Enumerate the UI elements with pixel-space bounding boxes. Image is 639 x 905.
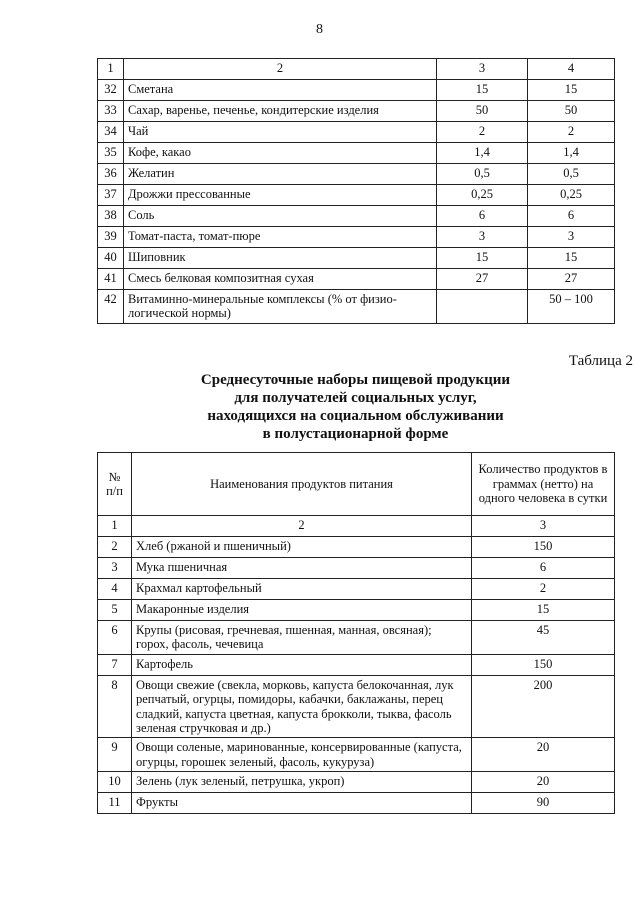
row-number: 35 [98,143,124,164]
table-row [98,537,615,558]
product-name: Смесь белковая композитная сухая [124,269,437,290]
quantity-b: 15 [528,248,615,269]
row-number: 10 [98,772,132,793]
row-number: 3 [98,558,132,579]
table-header-row [98,453,615,516]
table-label: Таблица 2 [568,353,633,369]
quantity-b: 6 [528,206,615,227]
table-row [98,675,615,738]
quantity-b: 27 [528,269,615,290]
quantity-a: 2 [437,122,528,143]
quantity-a: 3 [437,227,528,248]
column-header-number: № п/п [98,453,132,516]
table-row [98,654,615,675]
quantity: 6 [472,558,615,579]
row-number: 9 [98,738,132,772]
row-number: 39 [98,227,124,248]
table-row [98,600,615,621]
index-cell: 3 [437,59,528,80]
product-name: Кофе, какао [124,143,437,164]
row-number: 40 [98,248,124,269]
quantity-a: 0,5 [437,164,528,185]
row-number: 4 [98,579,132,600]
quantity: 15 [472,600,615,621]
quantity-b: 50 [528,101,615,122]
product-name: Крахмал картофельный [132,579,472,600]
index-cell: 2 [124,59,437,80]
product-name: Макаронные изделия [132,600,472,621]
product-name: Шиповник [124,248,437,269]
quantity-a: 15 [437,248,528,269]
quantity-b: 0,25 [528,185,615,206]
table-row [98,206,615,227]
table-row [98,793,615,814]
product-name: Сметана [124,80,437,101]
product-name: Овощи свежие (свекла, морковь, капуста белокочанная, лук репчатый, огурцы, помидоры, кабачки, баклажаны, перец сладкий, капуста цветная, капуста брокколи, тыква, фасоль зеленая стручковая и др.) [132,675,472,738]
quantity-b: 2 [528,122,615,143]
product-name: Чай [124,122,437,143]
food-norms-table-continued [97,58,615,324]
quantity-a: 15 [437,80,528,101]
table-title-line: в полустационарной форме [262,426,449,442]
product-name: Соль [124,206,437,227]
table-row [98,772,615,793]
quantity: 150 [472,654,615,675]
row-number: 7 [98,654,132,675]
row-number: 5 [98,600,132,621]
column-header-quantity: Количество продуктов в граммах (нетто) на одного человека в сутки [472,453,615,516]
product-name: Хлеб (ржаной и пшеничный) [132,537,472,558]
quantity-b: 15 [528,80,615,101]
table-row [98,621,615,655]
table-row [98,164,615,185]
quantity: 90 [472,793,615,814]
row-number: 6 [98,621,132,655]
row-number: 42 [98,290,124,324]
table-row [98,80,615,101]
row-number: 41 [98,269,124,290]
table-row [98,143,615,164]
table-title-line: Среднесуточные наборы пищевой продукции [200,372,511,388]
row-number: 11 [98,793,132,814]
table-row [98,738,615,772]
row-number: 32 [98,80,124,101]
quantity-b: 1,4 [528,143,615,164]
table-row [98,248,615,269]
table-row [98,579,615,600]
table-row [98,269,615,290]
quantity: 20 [472,738,615,772]
quantity-a: 0,25 [437,185,528,206]
quantity: 20 [472,772,615,793]
table-row [98,122,615,143]
quantity-a: 50 [437,101,528,122]
table-title-line: для получателей социальных услуг, [234,390,477,406]
index-cell: 4 [528,59,615,80]
product-name: Мука пшеничная [132,558,472,579]
table-row [98,290,615,324]
row-number: 2 [98,537,132,558]
table-row [98,101,615,122]
product-name: Овощи соленые, маринованные, консервированные (капуста, огурцы, горошек зеленый, фасоль, кукуруза) [132,738,472,772]
quantity: 2 [472,579,615,600]
row-number: 33 [98,101,124,122]
quantity: 200 [472,675,615,738]
quantity-b: 50 – 100 [528,290,615,324]
daily-food-set-table [97,452,615,814]
index-cell: 1 [98,59,124,80]
product-name: Зелень (лук зеленый, петрушка, укроп) [132,772,472,793]
quantity: 150 [472,537,615,558]
quantity: 45 [472,621,615,655]
column-header-name: Наименования продуктов питания [132,453,472,516]
quantity-a [437,290,528,324]
product-name: Витаминно-минеральные комплексы (% от физио-логической нормы) [124,290,437,324]
table-row [98,558,615,579]
page-number: 8 [316,22,323,37]
quantity-b: 0,5 [528,164,615,185]
table-index-row [98,59,615,80]
product-name: Томат-паста, томат-пюре [124,227,437,248]
table-index-row [98,516,615,537]
product-name: Картофель [132,654,472,675]
product-name: Сахар, варенье, печенье, кондитерские изделия [124,101,437,122]
table-row [98,227,615,248]
table-title [97,371,614,443]
row-number: 38 [98,206,124,227]
row-number: 34 [98,122,124,143]
quantity-b: 3 [528,227,615,248]
row-number: 37 [98,185,124,206]
product-name: Дрожжи прессованные [124,185,437,206]
row-number: 8 [98,675,132,738]
index-cell: 3 [472,516,615,537]
product-name: Желатин [124,164,437,185]
product-name: Фрукты [132,793,472,814]
product-name: Крупы (рисовая, гречневая, пшенная, манная, овсяная); горох, фасоль, чечевица [132,621,472,655]
quantity-a: 27 [437,269,528,290]
quantity-a: 6 [437,206,528,227]
index-cell: 1 [98,516,132,537]
table-row [98,185,615,206]
row-number: 36 [98,164,124,185]
table-title-line: находящихся на социальном обслуживании [207,408,504,424]
quantity-a: 1,4 [437,143,528,164]
index-cell: 2 [132,516,472,537]
